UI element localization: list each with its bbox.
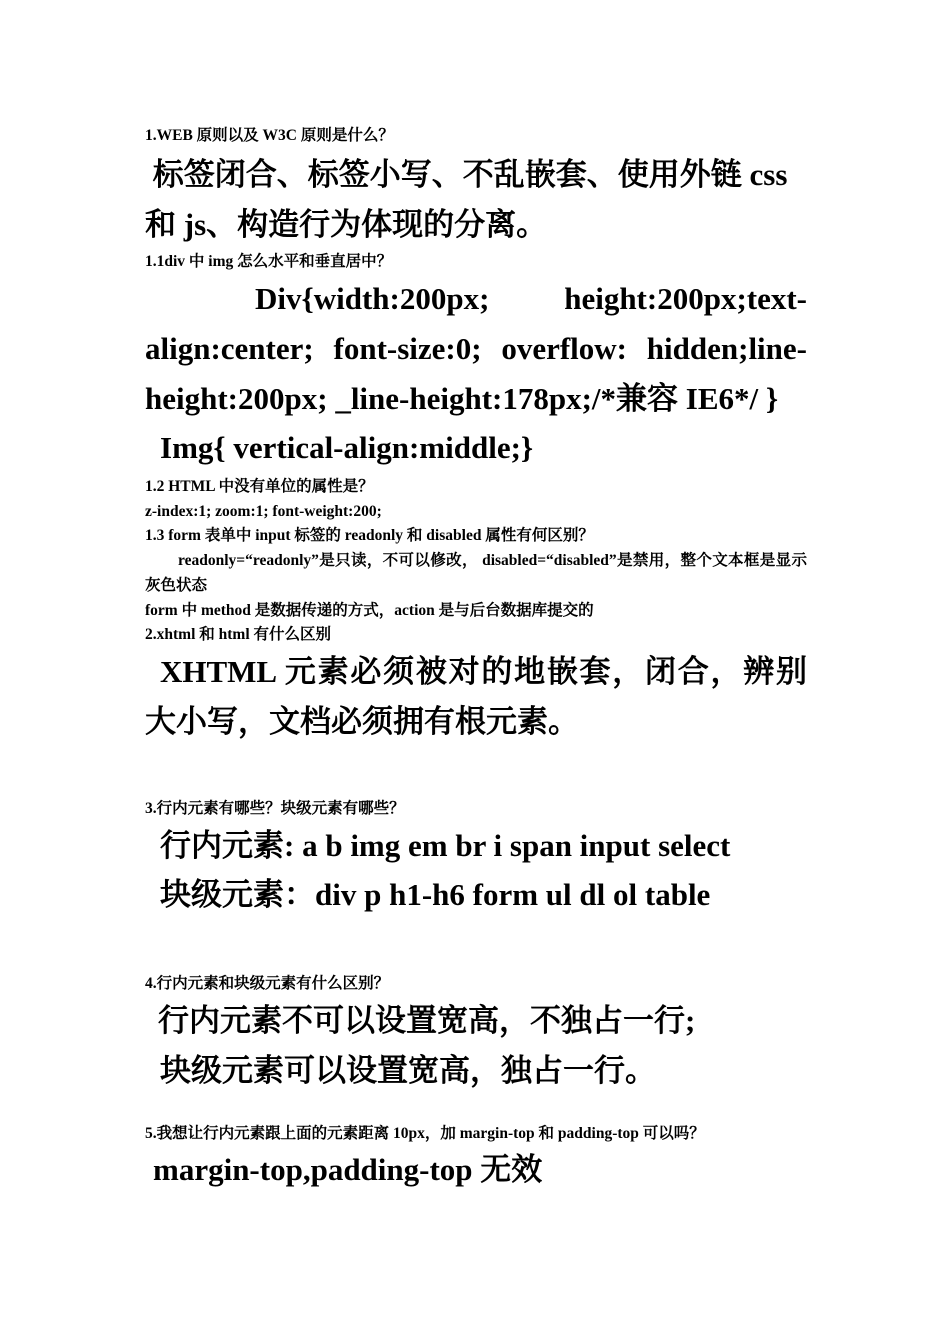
answer-1-3-method: form 中 method 是数据传递的方式，action 是与后台数据库提交的: [145, 602, 594, 619]
answer-1-1-img-style: Img{ vertical-align:middle;}: [160, 430, 534, 465]
answer-1: 标签闭合、标签小写、不乱嵌套、使用外链 css 和 js、构造行为体现的分离。: [145, 157, 796, 242]
answer-4-block-difference: 块级元素可以设置宽高，独占一行。: [160, 1053, 656, 1088]
question-4: 4.行内元素和块级元素有什么区别？: [145, 975, 390, 992]
answer-2: XHTML 元素必须被对的地嵌套，闭合，辨别大小写，文档必须拥有根元素。: [145, 654, 807, 739]
question-3: 3.行内元素有哪些？块级元素有哪些？: [145, 800, 405, 817]
answer-1-2: z-index:1; zoom:1; font-weight:200;: [145, 503, 382, 520]
answer-4-inline-difference: 行内元素不可以设置宽高，不独占一行;: [158, 1003, 696, 1038]
question-1: 1.WEB 原则以及 W3C 原则是什么？: [145, 127, 394, 144]
question-1-1: 1.1div 中 img 怎么水平和垂直居中？: [145, 253, 393, 270]
question-1-2: 1.2 HTML 中没有单位的属性是？: [145, 478, 374, 495]
answer-5: margin-top,padding-top 无效: [153, 1152, 543, 1187]
answer-3-block-elements: 块级元素：div p h1-h6 form ul dl ol table: [160, 877, 711, 912]
answer-3-inline-elements: 行内元素: a b img em br i span input select: [160, 828, 731, 863]
question-2: 2.xhtml 和 html 有什么区别: [145, 626, 332, 643]
answer-1-3: readonly=“readonly”是只读，不可以修改， disabled=“disabled”是禁用，整个文本框是显示灰色状态: [145, 552, 807, 594]
question-5: 5.我想让行内元素跟上面的元素距离 10px，加 margin-top 和 padding-top 可以吗？: [145, 1125, 705, 1142]
answer-1-1-div-style: Div{width:200px; height:200px;text-align:center; font-size:0; overflow: hidden;line-height:200px; _line-height:178px;/*兼容 IE6*/ }: [145, 281, 807, 416]
question-1-3: 1.3 form 表单中 input 标签的 readonly 和 disabled 属性有何区别？: [145, 527, 594, 544]
